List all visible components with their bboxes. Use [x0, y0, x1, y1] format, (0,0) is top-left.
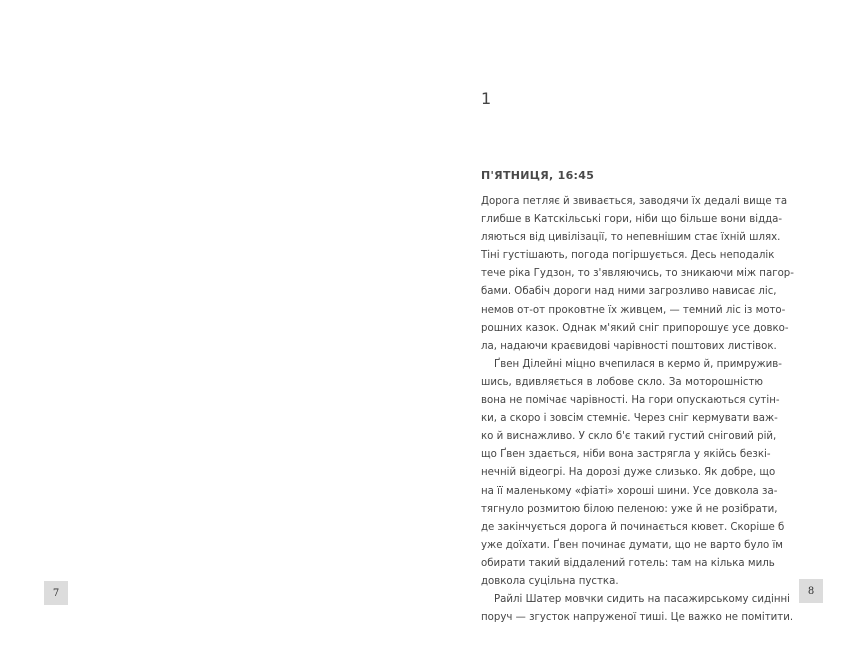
text-line: ла, надаючи краєвидові чарівності поштових листівок. — [481, 340, 777, 352]
text-line: вона не помічає чарівності. На гори опускаються сутін- — [481, 395, 780, 407]
text-line: нечній відеогрі. На дорозі дуже слизько. Як добре, що — [481, 467, 776, 479]
text-line: бами. Обабіч дороги над ними загрозливо нависає ліс, — [481, 286, 777, 298]
chapter-heading: П'ЯТНИЦЯ, 16:45 — [481, 169, 595, 182]
text-line: де закінчується дорога й починається кювет. Скоріше б — [481, 521, 785, 533]
text-line: ляються від цивілізації, то непевнішим стає їхній шлях. — [481, 232, 781, 244]
text-line: довкола суцільна пустка. — [481, 575, 619, 587]
text-line: уже доїхати. Ґвен починає думати, що не варто було їм — [481, 539, 783, 551]
text-line: ко й виснажливо. У скло б'є такий густий сніговий рій, — [481, 431, 777, 443]
text-line: Дорога петляє й звивається, заводячи їх дедалі вище та — [481, 196, 788, 207]
text-line: Райлі Шатер мовчки сидить на пасажирському сидінні — [494, 594, 790, 606]
text-line: поруч — згусток напруженої тиші. Це важко не помітити. — [481, 612, 794, 624]
left-page — [0, 0, 432, 650]
text-line: Тіні густішають, погода погіршується. Десь неподалік — [481, 250, 775, 262]
text-line: на її маленькому «фіаті» хороші шини. Усе довкола за- — [481, 485, 778, 497]
text-line: Ґвен Ділейні міцно вчепилася в кермо й, примружив- — [494, 358, 782, 370]
text-line: ки, а скоро і зовсім стемніє. Через сніг кермувати важ- — [481, 413, 778, 425]
chapter-number: 1 — [481, 89, 492, 108]
text-line: немов от-от проковтне їх живцем, — темний ліс із мото- — [481, 304, 786, 316]
page-number-left: 7 — [44, 581, 68, 605]
text-line: рошних казок. Однак м'який сніг припорошує усе довко- — [481, 322, 789, 334]
text-line: тягнуло розмитою білою пеленою: уже й не розібрати, — [481, 503, 778, 515]
text-line: глибше в Катскільські гори, ніби що більше вони відда- — [481, 214, 783, 226]
page-number-right: 8 — [799, 579, 823, 603]
text-line: обирати такий віддалений готель: там на кілька миль — [481, 557, 775, 569]
text-line: шись, вдивляється в лобове скло. За моторошністю — [481, 376, 763, 388]
right-page — [433, 0, 865, 650]
body-text — [481, 193, 794, 627]
text-line: що Ґвен здається, ніби вона застрягла у якійсь безкі- — [481, 449, 771, 461]
text-line: тече ріка Гудзон, то з'являючись, то зникаючи між пагор- — [481, 268, 794, 280]
